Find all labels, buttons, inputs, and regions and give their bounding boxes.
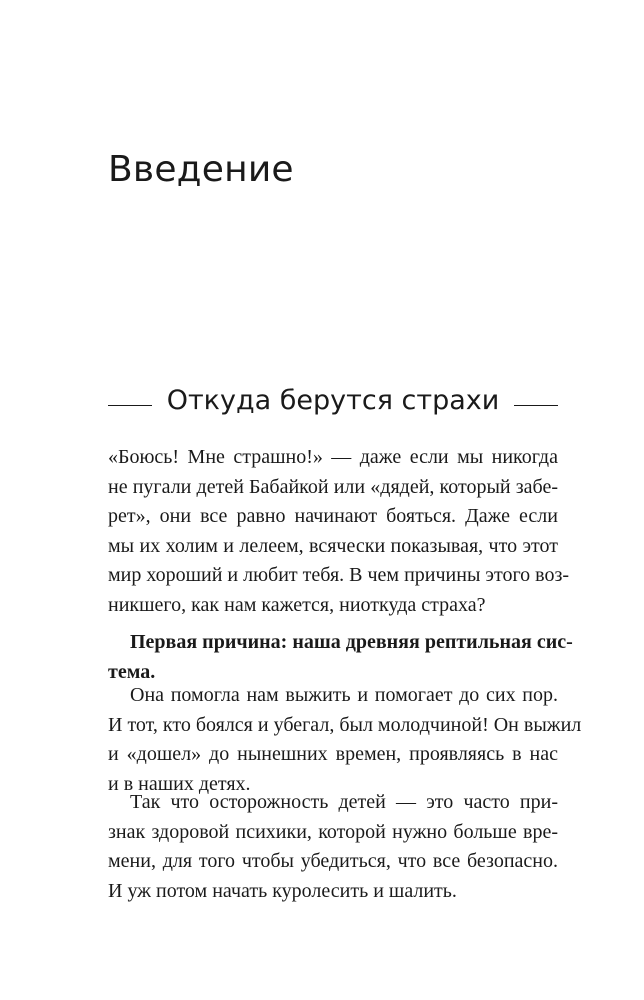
- text-line: Первая причина: наша древняя рептильная сис-: [130, 631, 573, 653]
- text-line: мы их холим и лелеем, всячески показывая, что этот: [108, 534, 558, 557]
- text-line: Так что осторожность детей — это часто при-: [130, 791, 558, 813]
- text-line: рет», они все равно начинают бояться. Даже если: [108, 505, 558, 528]
- text-line: никшего, как нам кажется, ниоткуда страха?: [108, 593, 486, 616]
- section-rule-right: [514, 405, 558, 406]
- text-line: знак здоровой психики, которой нужно больше вре-: [108, 820, 558, 843]
- text-line: мени, для того чтобы убедиться, что все безопасно.: [108, 850, 558, 873]
- first-cause-paragraph-2: [108, 788, 558, 906]
- text-line: не пугали детей Бабайкой или «дядей, который забе-: [108, 475, 558, 498]
- intro-paragraph: [108, 443, 570, 621]
- first-cause-heading: [108, 628, 573, 687]
- section-title: Откуда берутся страхи: [166, 385, 500, 416]
- first-cause-paragraph-1: [108, 681, 582, 799]
- text-line: мир хороший и любит тебя. В чем причины этого воз-: [108, 564, 570, 587]
- text-line: и в наших детях.: [108, 772, 251, 795]
- text-line: тема.: [108, 660, 156, 683]
- text-line: И уж потом начать куролесить и шалить.: [108, 879, 457, 902]
- text-line: «Боюсь! Мне страшно!» — даже если мы никогда: [108, 446, 558, 468]
- text-line: И тот, кто боялся и убегал, был молодчиной! Он выжил: [108, 713, 582, 736]
- section-heading: [108, 380, 558, 422]
- text-line: и «дошел» до нынешних времен, проявляясь в нас: [108, 743, 558, 766]
- text-line: Она помогла нам выжить и помогает до сих пор.: [130, 684, 558, 706]
- chapter-title: Введение: [108, 149, 294, 190]
- section-rule-left: [108, 405, 152, 406]
